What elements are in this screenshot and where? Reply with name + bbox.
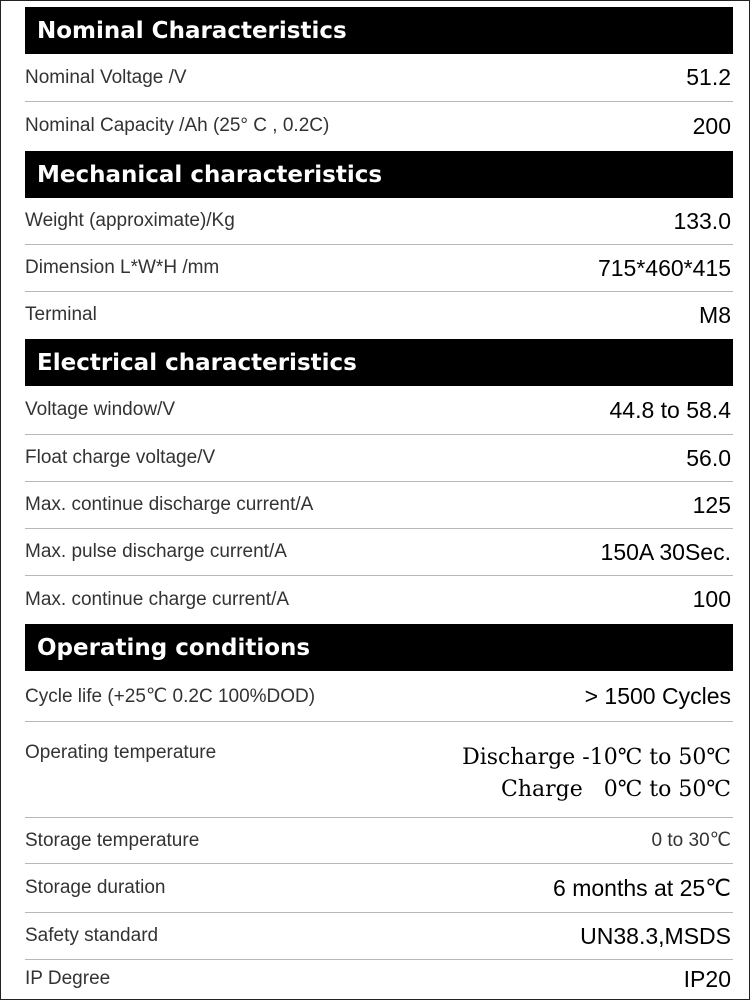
row-label: Max. pulse discharge current/A: [25, 541, 287, 562]
row-label: IP Degree: [25, 968, 111, 989]
row-storage-duration: [25, 864, 733, 913]
row-value: 125: [692, 491, 731, 518]
row-label: Float charge voltage/V: [25, 447, 216, 468]
row-weight: [25, 198, 733, 245]
section-header-electrical: Electrical characteristics: [25, 339, 733, 386]
row-label: Terminal: [25, 304, 97, 325]
row-label: Storage temperature: [25, 829, 200, 851]
row-safety-standard: [25, 913, 733, 960]
row-label: Storage duration: [25, 877, 166, 898]
row-value: 715*460*415: [597, 254, 731, 281]
row-label: Voltage window/V: [25, 399, 175, 420]
row-value: [462, 742, 733, 806]
row-label: Operating temperature: [25, 742, 217, 763]
row-label: Weight (approximate)/Kg: [25, 210, 235, 231]
row-label: Max. continue discharge current/A: [25, 494, 314, 515]
row-value: UN38.3,MSDS: [580, 922, 731, 949]
row-label: Safety standard: [25, 925, 159, 946]
row-dimension: [25, 245, 733, 292]
row-nominal-voltage: [25, 54, 733, 102]
row-label: Nominal Voltage /V: [25, 66, 187, 88]
row-continue-discharge: [25, 482, 733, 529]
temp-discharge-line: Discharge -10℃ to 50℃: [462, 745, 731, 770]
row-nominal-capacity: [25, 102, 733, 150]
row-terminal: [25, 292, 733, 338]
row-value: IP20: [683, 965, 731, 992]
row-label: Max. continue charge current/A: [25, 588, 290, 610]
row-value: 56.0: [686, 444, 731, 471]
row-value: 0 to 30℃: [651, 830, 731, 851]
row-value: 100: [692, 586, 731, 612]
row-label: Cycle life (+25℃ 0.2C 100%DOD): [25, 685, 316, 707]
row-continue-charge: [25, 576, 733, 623]
row-cycle-life: [25, 671, 733, 722]
section-header-nominal: Nominal Characteristics: [25, 7, 733, 54]
row-storage-temperature: [25, 818, 733, 864]
row-label: Nominal Capacity /Ah (25° C , 0.2C): [25, 115, 330, 136]
row-value: 51.2: [686, 64, 731, 90]
section-header-mechanical: Mechanical characteristics: [25, 151, 733, 198]
row-value: M8: [699, 301, 731, 328]
row-value: 133.0: [673, 207, 731, 234]
row-value: 44.8 to 58.4: [609, 396, 731, 423]
row-value: > 1500 Cycles: [584, 682, 731, 709]
section-header-operating: Operating conditions: [25, 624, 733, 671]
row-float-voltage: [25, 435, 733, 482]
temp-charge-line: Charge 0℃ to 50℃: [500, 777, 731, 802]
row-ip-degree: [25, 960, 733, 998]
row-value: 200: [692, 112, 731, 139]
row-voltage-window: [25, 386, 733, 435]
row-pulse-discharge: [25, 529, 733, 576]
row-operating-temperature: [25, 722, 733, 818]
row-value: 6 months at 25℃: [553, 874, 731, 901]
row-label: Dimension L*W*H /mm: [25, 257, 220, 278]
row-value: 150A 30Sec.: [600, 538, 731, 565]
